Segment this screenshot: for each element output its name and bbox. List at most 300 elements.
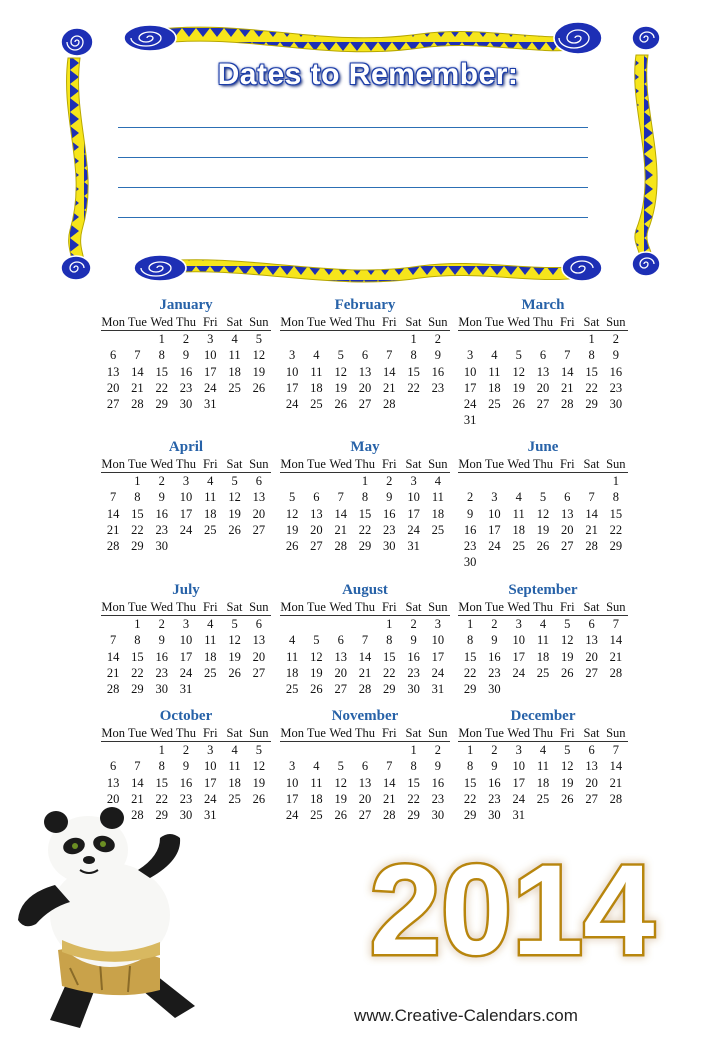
day-cell[interactable]: 8 (386, 633, 393, 648)
day-cell[interactable]: 2 (434, 743, 441, 757)
day-cell[interactable]: 30 (383, 539, 396, 554)
day-cell[interactable]: 23 (179, 380, 193, 395)
note-line[interactable] (118, 217, 588, 218)
day-cell[interactable]: 15 (609, 506, 623, 521)
day-cell[interactable]: 25 (204, 522, 217, 537)
day-cell[interactable]: 17 (179, 506, 193, 521)
day-cell[interactable]: 25 (204, 665, 217, 680)
day-cell[interactable]: 16 (407, 649, 420, 664)
day-cell[interactable]: 14 (106, 506, 120, 521)
day-cell[interactable]: 3 (491, 490, 498, 505)
day-cell[interactable]: 7 (337, 490, 344, 505)
day-cell[interactable]: 15 (131, 649, 144, 664)
day-cell[interactable]: 8 (410, 348, 417, 363)
day-cell[interactable]: 31 (431, 682, 445, 697)
day-cell[interactable]: 17 (285, 380, 299, 395)
day-cell[interactable]: 5 (337, 348, 344, 363)
day-cell[interactable]: 7 (134, 348, 141, 363)
day-cell[interactable]: 26 (310, 682, 323, 697)
day-cell[interactable]: 25 (431, 522, 445, 537)
day-cell[interactable]: 18 (310, 791, 323, 806)
day-cell[interactable]: 14 (358, 649, 372, 664)
day-cell[interactable]: 8 (361, 490, 369, 505)
day-cell[interactable]: 23 (155, 665, 168, 680)
day-cell[interactable]: 11 (286, 649, 299, 664)
day-cell[interactable]: 17 (488, 522, 501, 537)
day-cell[interactable]: 6 (110, 348, 117, 363)
day-cell[interactable]: 10 (463, 364, 477, 379)
day-cell[interactable]: 29 (383, 682, 396, 697)
day-cell[interactable]: 14 (383, 364, 396, 379)
day-cell[interactable]: 1 (158, 743, 165, 757)
day-cell[interactable]: 6 (337, 633, 344, 648)
day-cell[interactable]: 16 (488, 775, 501, 790)
day-cell[interactable]: 8 (410, 759, 417, 774)
day-cell[interactable]: 12 (285, 506, 299, 521)
day-cell[interactable]: 7 (612, 743, 619, 757)
day-cell[interactable]: 6 (588, 743, 595, 757)
day-cell[interactable]: 21 (383, 380, 396, 395)
day-cell[interactable]: 15 (383, 649, 396, 664)
day-cell[interactable]: 13 (561, 506, 574, 521)
day-cell[interactable]: 29 (585, 397, 598, 412)
day-cell[interactable]: 25 (228, 380, 241, 395)
day-cell[interactable]: 20 (106, 791, 120, 806)
day-cell[interactable]: 20 (310, 522, 323, 537)
day-cell[interactable]: 22 (155, 380, 168, 395)
day-cell[interactable]: 16 (383, 506, 396, 521)
day-cell[interactable]: 21 (383, 791, 396, 806)
day-cell[interactable]: 20 (585, 649, 598, 664)
day-cell[interactable]: 14 (561, 364, 574, 379)
day-cell[interactable]: 2 (158, 474, 165, 488)
day-cell[interactable]: 9 (434, 348, 441, 363)
day-cell[interactable]: 26 (334, 397, 347, 412)
day-cell[interactable]: 19 (252, 364, 266, 379)
day-cell[interactable]: 17 (204, 364, 217, 379)
day-cell[interactable]: 2 (467, 490, 474, 505)
day-cell[interactable]: 28 (106, 539, 120, 554)
day-cell[interactable]: 14 (334, 506, 347, 521)
day-cell[interactable]: 26 (252, 791, 266, 806)
day-cell[interactable]: 22 (609, 522, 623, 537)
day-cell[interactable]: 19 (536, 522, 550, 537)
day-cell[interactable]: 14 (131, 364, 144, 379)
day-cell[interactable]: 20 (358, 791, 372, 806)
day-cell[interactable]: 16 (431, 364, 445, 379)
day-cell[interactable]: 27 (358, 808, 372, 823)
day-cell[interactable]: 17 (179, 649, 193, 664)
day-cell[interactable]: 1 (134, 617, 141, 631)
day-cell[interactable]: 7 (386, 759, 393, 774)
day-cell[interactable]: 26 (512, 397, 525, 412)
day-cell[interactable]: 18 (285, 665, 299, 680)
day-cell[interactable]: 14 (383, 775, 396, 790)
day-cell[interactable]: 13 (585, 633, 598, 648)
day-cell[interactable]: 7 (134, 759, 141, 774)
day-cell[interactable]: 28 (358, 682, 372, 697)
day-cell[interactable]: 3 (515, 743, 522, 757)
day-cell[interactable]: 27 (106, 397, 120, 412)
day-cell[interactable]: 8 (467, 759, 474, 774)
day-cell[interactable]: 29 (131, 539, 144, 554)
day-cell[interactable]: 3 (434, 617, 441, 631)
day-cell[interactable]: 30 (179, 397, 193, 412)
day-cell[interactable]: 3 (182, 474, 190, 488)
day-cell[interactable]: 11 (536, 759, 550, 774)
day-cell[interactable]: 27 (585, 665, 598, 680)
day-cell[interactable]: 11 (204, 633, 217, 648)
day-cell[interactable]: 22 (131, 665, 144, 680)
day-cell[interactable]: 20 (561, 522, 574, 537)
day-cell[interactable]: 24 (488, 539, 501, 554)
day-cell[interactable]: 17 (431, 649, 445, 664)
day-cell[interactable]: 25 (310, 397, 323, 412)
day-cell[interactable]: 15 (407, 364, 420, 379)
day-cell[interactable]: 31 (204, 397, 217, 412)
day-cell[interactable]: 10 (285, 775, 299, 790)
day-cell[interactable]: 16 (488, 649, 501, 664)
day-cell[interactable]: 21 (585, 522, 598, 537)
day-cell[interactable]: 21 (609, 649, 623, 664)
day-cell[interactable]: 3 (207, 743, 214, 757)
day-cell[interactable]: 2 (410, 617, 417, 631)
day-cell[interactable]: 29 (131, 682, 144, 697)
day-cell[interactable]: 16 (609, 364, 623, 379)
day-cell[interactable]: 23 (407, 665, 420, 680)
day-cell[interactable]: 2 (612, 332, 619, 346)
day-cell[interactable]: 18 (431, 506, 445, 521)
day-cell[interactable]: 20 (334, 665, 347, 680)
day-cell[interactable]: 6 (539, 348, 547, 363)
day-cell[interactable]: 5 (255, 332, 262, 346)
day-cell[interactable]: 11 (536, 633, 550, 648)
day-cell[interactable]: 1 (361, 474, 369, 488)
day-cell[interactable]: 9 (386, 490, 393, 505)
day-cell[interactable]: 19 (228, 506, 241, 521)
day-cell[interactable]: 18 (512, 522, 525, 537)
day-cell[interactable]: 21 (106, 522, 120, 537)
day-cell[interactable]: 23 (383, 522, 396, 537)
day-cell[interactable]: 3 (410, 474, 417, 488)
day-cell[interactable]: 5 (564, 617, 571, 631)
day-cell[interactable]: 9 (434, 759, 441, 774)
day-cell[interactable]: 14 (131, 775, 144, 790)
note-line[interactable] (118, 127, 588, 128)
day-cell[interactable]: 28 (131, 808, 144, 823)
day-cell[interactable]: 23 (463, 539, 477, 554)
day-cell[interactable]: 19 (512, 380, 525, 395)
day-cell[interactable]: 10 (488, 506, 501, 521)
day-cell[interactable]: 31 (204, 808, 217, 823)
day-cell[interactable]: 15 (155, 364, 168, 379)
day-cell[interactable]: 15 (155, 775, 168, 790)
day-cell[interactable]: 13 (252, 633, 266, 648)
day-cell[interactable]: 9 (491, 633, 498, 648)
day-cell[interactable]: 5 (337, 759, 344, 774)
day-cell[interactable]: 11 (228, 759, 241, 774)
day-cell[interactable]: 2 (491, 617, 498, 631)
day-cell[interactable]: 9 (612, 348, 619, 363)
day-cell[interactable]: 15 (407, 775, 420, 790)
day-cell[interactable]: 12 (561, 759, 574, 774)
day-cell[interactable]: 11 (488, 364, 501, 379)
day-cell[interactable]: 1 (467, 743, 474, 757)
day-cell[interactable]: 23 (431, 791, 445, 806)
day-cell[interactable]: 6 (110, 759, 117, 774)
day-cell[interactable]: 4 (231, 332, 238, 346)
day-cell[interactable]: 28 (106, 682, 120, 697)
day-cell[interactable]: 11 (228, 348, 241, 363)
day-cell[interactable]: 21 (131, 380, 144, 395)
day-cell[interactable]: 17 (463, 380, 477, 395)
day-cell[interactable]: 30 (155, 539, 168, 554)
day-cell[interactable]: 31 (179, 682, 193, 697)
day-cell[interactable]: 24 (285, 397, 299, 412)
day-cell[interactable]: 17 (512, 775, 525, 790)
day-cell[interactable]: 27 (585, 791, 598, 806)
day-cell[interactable]: 24 (512, 791, 525, 806)
day-cell[interactable]: 16 (431, 775, 445, 790)
day-cell[interactable]: 8 (612, 490, 619, 505)
day-cell[interactable]: 2 (158, 617, 165, 631)
day-cell[interactable]: 10 (407, 490, 420, 505)
day-cell[interactable]: 10 (512, 759, 525, 774)
day-cell[interactable]: 4 (231, 743, 238, 757)
day-cell[interactable]: 19 (561, 775, 574, 790)
day-cell[interactable]: 7 (386, 348, 393, 363)
day-cell[interactable]: 27 (252, 522, 266, 537)
day-cell[interactable]: 24 (179, 665, 193, 680)
day-cell[interactable]: 17 (512, 649, 525, 664)
day-cell[interactable]: 9 (182, 759, 190, 774)
day-cell[interactable]: 23 (609, 380, 623, 395)
day-cell[interactable]: 11 (310, 775, 323, 790)
day-cell[interactable]: 28 (383, 397, 396, 412)
day-cell[interactable]: 24 (179, 522, 193, 537)
day-cell[interactable]: 15 (358, 506, 372, 521)
day-cell[interactable]: 5 (289, 490, 296, 505)
day-cell[interactable]: 16 (179, 364, 193, 379)
day-cell[interactable]: 29 (358, 539, 372, 554)
day-cell[interactable]: 30 (488, 808, 501, 823)
day-cell[interactable]: 6 (564, 490, 571, 505)
day-cell[interactable]: 13 (106, 364, 120, 379)
day-cell[interactable]: 19 (285, 522, 299, 537)
day-cell[interactable]: 21 (561, 380, 574, 395)
day-cell[interactable]: 12 (228, 633, 241, 648)
day-cell[interactable]: 5 (313, 633, 320, 648)
day-cell[interactable]: 7 (564, 348, 571, 363)
day-cell[interactable]: 29 (155, 397, 168, 412)
day-cell[interactable]: 21 (334, 522, 347, 537)
day-cell[interactable]: 21 (609, 775, 623, 790)
day-cell[interactable]: 8 (158, 759, 165, 774)
day-cell[interactable]: 15 (463, 649, 477, 664)
day-cell[interactable]: 10 (204, 348, 217, 363)
day-cell[interactable]: 7 (612, 617, 619, 631)
day-cell[interactable]: 18 (536, 649, 550, 664)
day-cell[interactable]: 2 (434, 332, 441, 346)
day-cell[interactable]: 9 (491, 759, 498, 774)
day-cell[interactable]: 26 (252, 380, 266, 395)
day-cell[interactable]: 19 (334, 791, 347, 806)
day-cell[interactable]: 9 (410, 633, 417, 648)
day-cell[interactable]: 26 (285, 539, 299, 554)
day-cell[interactable]: 28 (334, 539, 347, 554)
day-cell[interactable]: 18 (228, 775, 241, 790)
day-cell[interactable]: 20 (358, 380, 372, 395)
day-cell[interactable]: 25 (228, 791, 241, 806)
day-cell[interactable]: 9 (182, 348, 190, 363)
day-cell[interactable]: 7 (110, 633, 117, 648)
day-cell[interactable]: 30 (407, 682, 420, 697)
day-cell[interactable]: 10 (431, 633, 445, 648)
day-cell[interactable]: 1 (588, 332, 595, 346)
day-cell[interactable]: 22 (407, 380, 420, 395)
day-cell[interactable]: 22 (155, 791, 168, 806)
day-cell[interactable]: 19 (561, 649, 574, 664)
day-cell[interactable]: 12 (310, 649, 323, 664)
day-cell[interactable]: 4 (491, 348, 498, 363)
day-cell[interactable]: 3 (289, 348, 296, 363)
day-cell[interactable]: 20 (252, 649, 266, 664)
note-line[interactable] (118, 157, 588, 158)
day-cell[interactable]: 9 (158, 490, 165, 505)
day-cell[interactable]: 7 (110, 490, 117, 505)
day-cell[interactable]: 16 (155, 506, 168, 521)
day-cell[interactable]: 22 (358, 522, 372, 537)
day-cell[interactable]: 22 (407, 791, 420, 806)
day-cell[interactable]: 27 (252, 665, 266, 680)
day-cell[interactable]: 10 (285, 364, 299, 379)
day-cell[interactable]: 26 (536, 539, 550, 554)
day-cell[interactable]: 5 (515, 348, 522, 363)
day-cell[interactable]: 27 (310, 539, 323, 554)
day-cell[interactable]: 1 (467, 617, 474, 631)
day-cell[interactable]: 10 (512, 633, 525, 648)
day-cell[interactable]: 19 (334, 380, 347, 395)
day-cell[interactable]: 6 (313, 490, 320, 505)
day-cell[interactable]: 4 (434, 474, 441, 488)
day-cell[interactable]: 17 (285, 791, 299, 806)
day-cell[interactable]: 20 (585, 775, 598, 790)
day-cell[interactable]: 18 (488, 380, 501, 395)
day-cell[interactable]: 28 (131, 397, 144, 412)
day-cell[interactable]: 13 (106, 775, 120, 790)
day-cell[interactable]: 8 (588, 348, 595, 363)
day-cell[interactable]: 3 (207, 332, 214, 346)
day-cell[interactable]: 31 (407, 539, 420, 554)
day-cell[interactable]: 31 (463, 413, 477, 428)
day-cell[interactable]: 3 (515, 617, 522, 631)
day-cell[interactable]: 15 (463, 775, 477, 790)
day-cell[interactable]: 26 (228, 665, 241, 680)
day-cell[interactable]: 29 (407, 808, 420, 823)
day-cell[interactable]: 3 (289, 759, 296, 774)
day-cell[interactable]: 13 (585, 759, 598, 774)
day-cell[interactable]: 13 (358, 775, 372, 790)
day-cell[interactable]: 4 (207, 474, 214, 488)
day-cell[interactable]: 30 (488, 682, 501, 697)
day-cell[interactable]: 15 (131, 506, 144, 521)
day-cell[interactable]: 6 (255, 617, 262, 631)
day-cell[interactable]: 20 (252, 506, 266, 521)
day-cell[interactable]: 22 (585, 380, 598, 395)
day-cell[interactable]: 12 (228, 490, 241, 505)
day-cell[interactable]: 28 (383, 808, 396, 823)
day-cell[interactable]: 24 (407, 522, 420, 537)
day-cell[interactable]: 22 (463, 665, 477, 680)
day-cell[interactable]: 6 (588, 617, 595, 631)
day-cell[interactable]: 24 (463, 397, 477, 412)
day-cell[interactable]: 1 (134, 474, 141, 488)
day-cell[interactable]: 6 (361, 348, 369, 363)
day-cell[interactable]: 19 (310, 665, 323, 680)
day-cell[interactable]: 22 (131, 522, 144, 537)
day-cell[interactable]: 19 (228, 649, 241, 664)
day-cell[interactable]: 3 (182, 617, 190, 631)
day-cell[interactable]: 28 (585, 539, 598, 554)
day-cell[interactable]: 11 (204, 490, 217, 505)
day-cell[interactable]: 22 (463, 791, 477, 806)
day-cell[interactable]: 16 (463, 522, 477, 537)
day-cell[interactable]: 25 (310, 808, 323, 823)
day-cell[interactable]: 8 (467, 633, 474, 648)
day-cell[interactable]: 18 (536, 775, 550, 790)
day-cell[interactable]: 24 (512, 665, 525, 680)
day-cell[interactable]: 2 (182, 332, 190, 346)
day-cell[interactable]: 23 (431, 380, 445, 395)
day-cell[interactable]: 2 (491, 743, 498, 757)
day-cell[interactable]: 12 (252, 759, 266, 774)
day-cell[interactable]: 25 (488, 397, 501, 412)
day-cell[interactable]: 18 (204, 649, 217, 664)
day-cell[interactable]: 18 (310, 380, 323, 395)
day-cell[interactable]: 24 (204, 791, 217, 806)
day-cell[interactable]: 19 (252, 775, 266, 790)
day-cell[interactable]: 30 (179, 808, 193, 823)
day-cell[interactable]: 18 (228, 364, 241, 379)
day-cell[interactable]: 12 (561, 633, 574, 648)
day-cell[interactable]: 26 (561, 665, 574, 680)
day-cell[interactable]: 17 (204, 775, 217, 790)
day-cell[interactable]: 26 (334, 808, 347, 823)
day-cell[interactable]: 4 (207, 617, 214, 631)
day-cell[interactable]: 9 (158, 633, 165, 648)
day-cell[interactable]: 25 (536, 791, 550, 806)
note-line[interactable] (118, 187, 588, 188)
day-cell[interactable]: 13 (252, 490, 266, 505)
day-cell[interactable]: 7 (588, 490, 595, 505)
day-cell[interactable]: 30 (463, 555, 477, 570)
day-cell[interactable]: 6 (361, 759, 369, 774)
day-cell[interactable]: 12 (536, 506, 550, 521)
day-cell[interactable]: 28 (609, 665, 623, 680)
day-cell[interactable]: 5 (231, 474, 238, 488)
day-cell[interactable]: 8 (134, 490, 141, 505)
day-cell[interactable]: 12 (334, 775, 347, 790)
day-cell[interactable]: 23 (179, 791, 193, 806)
day-cell[interactable]: 28 (609, 791, 623, 806)
day-cell[interactable]: 12 (512, 364, 525, 379)
day-cell[interactable]: 16 (179, 775, 193, 790)
day-cell[interactable]: 25 (512, 539, 525, 554)
day-cell[interactable]: 23 (488, 665, 501, 680)
day-cell[interactable]: 25 (536, 665, 550, 680)
day-cell[interactable]: 14 (609, 633, 623, 648)
day-cell[interactable]: 13 (334, 649, 347, 664)
